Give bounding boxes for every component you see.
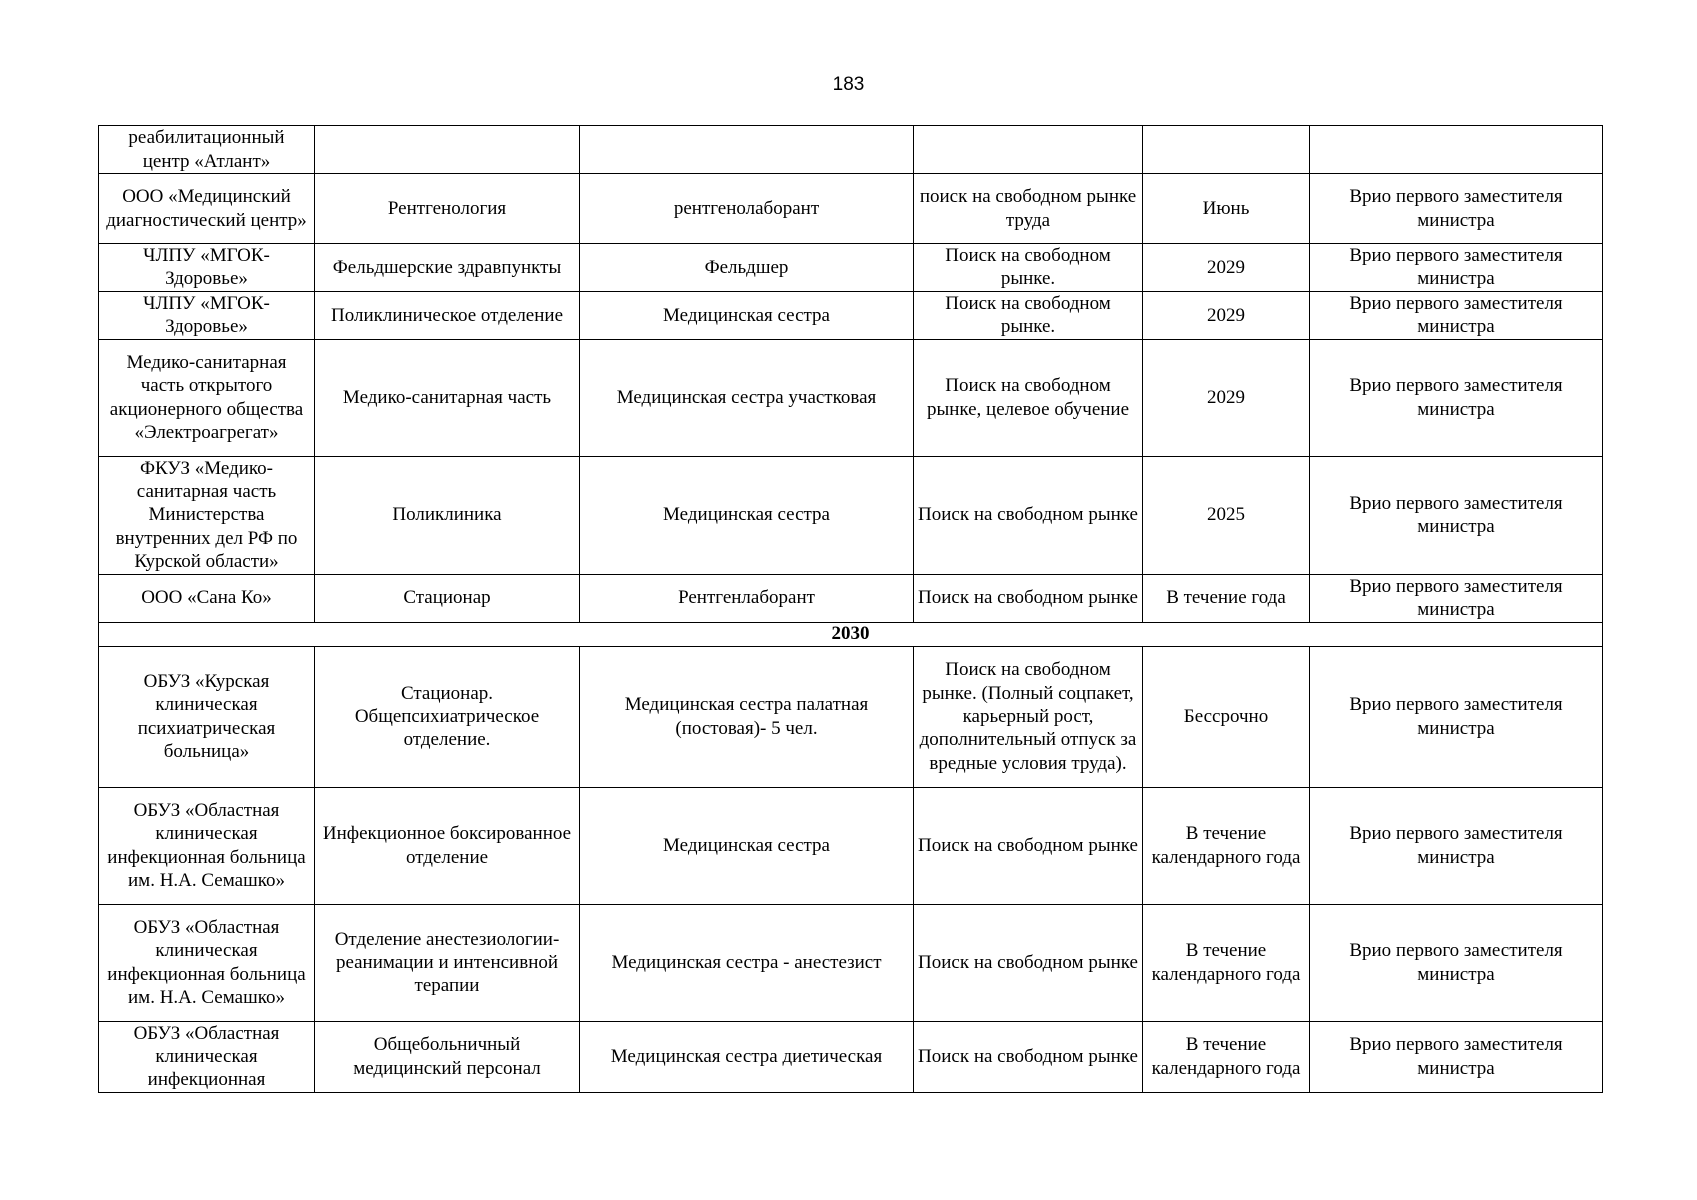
term-cell: 2029 (1143, 339, 1310, 456)
position-cell: Медицинская сестра диетическая (580, 1021, 914, 1092)
position-cell: Медицинская сестра - анестезист (580, 904, 914, 1021)
table-row (99, 787, 1603, 904)
org-cell: ОБУЗ «Областная клиническая инфекционная больница им. Н.А. Семашко» (99, 787, 315, 904)
term-cell: Июнь (1143, 174, 1310, 244)
position-cell (580, 126, 914, 174)
org-cell: ФКУЗ «Медико-санитарная часть Министерства внутренних дел РФ по Курской области» (99, 456, 315, 574)
org-cell: ОБУЗ «Областная клиническая инфекционная (99, 1021, 315, 1092)
method-cell: Поиск на свободном рынке. (914, 291, 1143, 339)
responsible-cell: Врио первого заместителя министра (1310, 244, 1603, 292)
term-cell: В течение календарного года (1143, 1021, 1310, 1092)
table-row (99, 456, 1603, 574)
department-cell: Поликлиника (315, 456, 580, 574)
department-cell: Стационар (315, 574, 580, 622)
term-cell: 2029 (1143, 291, 1310, 339)
method-cell: Поиск на свободном рынке (914, 574, 1143, 622)
method-cell: Поиск на свободном рынке, целевое обучение (914, 339, 1143, 456)
method-cell: Поиск на свободном рынке (914, 904, 1143, 1021)
responsible-cell: Врио первого заместителя министра (1310, 174, 1603, 244)
org-cell: ОБУЗ «Курская клиническая психиатрическая больница» (99, 646, 315, 787)
table-row (99, 904, 1603, 1021)
department-cell: Отделение анестезиологии-реанимации и интенсивной терапии (315, 904, 580, 1021)
position-cell: Медицинская сестра (580, 787, 914, 904)
org-cell: ЧЛПУ «МГОК-Здоровье» (99, 244, 315, 292)
responsible-cell: Врио первого заместителя министра (1310, 787, 1603, 904)
staffing-table (98, 125, 1603, 1093)
table-row (99, 244, 1603, 292)
position-cell: Рентгенлаборант (580, 574, 914, 622)
department-cell: Стационар. Общепсихиатрическое отделение. (315, 646, 580, 787)
method-cell: Поиск на свободном рынке (914, 787, 1143, 904)
org-cell: ОБУЗ «Областная клиническая инфекционная больница им. Н.А. Семашко» (99, 904, 315, 1021)
org-cell: ООО «Сана Ко» (99, 574, 315, 622)
term-cell (1143, 126, 1310, 174)
responsible-cell: Врио первого заместителя министра (1310, 1021, 1603, 1092)
responsible-cell: Врио первого заместителя министра (1310, 904, 1603, 1021)
position-cell: Медицинская сестра палатная (постовая)- 5 чел. (580, 646, 914, 787)
responsible-cell: Врио первого заместителя министра (1310, 456, 1603, 574)
term-cell: В течение календарного года (1143, 904, 1310, 1021)
department-cell: Инфекционное боксированное отделение (315, 787, 580, 904)
org-cell: ЧЛПУ «МГОК-Здоровье» (99, 291, 315, 339)
position-cell: Фельдшер (580, 244, 914, 292)
responsible-cell: Врио первого заместителя министра (1310, 574, 1603, 622)
table-row (99, 574, 1603, 622)
department-cell (315, 126, 580, 174)
department-cell: Рентгенология (315, 174, 580, 244)
method-cell: Поиск на свободном рынке. (Полный соцпакет, карьерный рост, дополнительный отпуск за вредные условия труда). (914, 646, 1143, 787)
method-cell (914, 126, 1143, 174)
term-cell: Бессрочно (1143, 646, 1310, 787)
method-cell: Поиск на свободном рынке. (914, 244, 1143, 292)
responsible-cell: Врио первого заместителя министра (1310, 646, 1603, 787)
department-cell: Фельдшерские здравпункты (315, 244, 580, 292)
org-cell: ООО «Медицинский диагностический центр» (99, 174, 315, 244)
table-row (99, 174, 1603, 244)
year-row (99, 622, 1603, 646)
department-cell: Общебольничный медицинский персонал (315, 1021, 580, 1092)
term-cell: 2025 (1143, 456, 1310, 574)
department-cell: Медико-санитарная часть (315, 339, 580, 456)
responsible-cell: Врио первого заместителя министра (1310, 291, 1603, 339)
position-cell: Медицинская сестра (580, 456, 914, 574)
org-cell: реабилитационный центр «Атлант» (99, 126, 315, 174)
position-cell: Медицинская сестра участковая (580, 339, 914, 456)
position-cell: рентгенолаборант (580, 174, 914, 244)
table-row (99, 291, 1603, 339)
method-cell: Поиск на свободном рынке (914, 456, 1143, 574)
method-cell: поиск на свободном рынке труда (914, 174, 1143, 244)
method-cell: Поиск на свободном рынке (914, 1021, 1143, 1092)
table-row (99, 126, 1603, 174)
term-cell: 2029 (1143, 244, 1310, 292)
table-row (99, 1021, 1603, 1092)
position-cell: Медицинская сестра (580, 291, 914, 339)
year-heading: 2030 (99, 622, 1603, 646)
org-cell: Медико-санитарная часть открытого акционерного общества «Электроагрегат» (99, 339, 315, 456)
responsible-cell (1310, 126, 1603, 174)
term-cell: В течение календарного года (1143, 787, 1310, 904)
term-cell: В течение года (1143, 574, 1310, 622)
page-number: 183 (832, 74, 865, 95)
responsible-cell: Врио первого заместителя министра (1310, 339, 1603, 456)
table-row (99, 646, 1603, 787)
table-row (99, 339, 1603, 456)
department-cell: Поликлиническое отделение (315, 291, 580, 339)
